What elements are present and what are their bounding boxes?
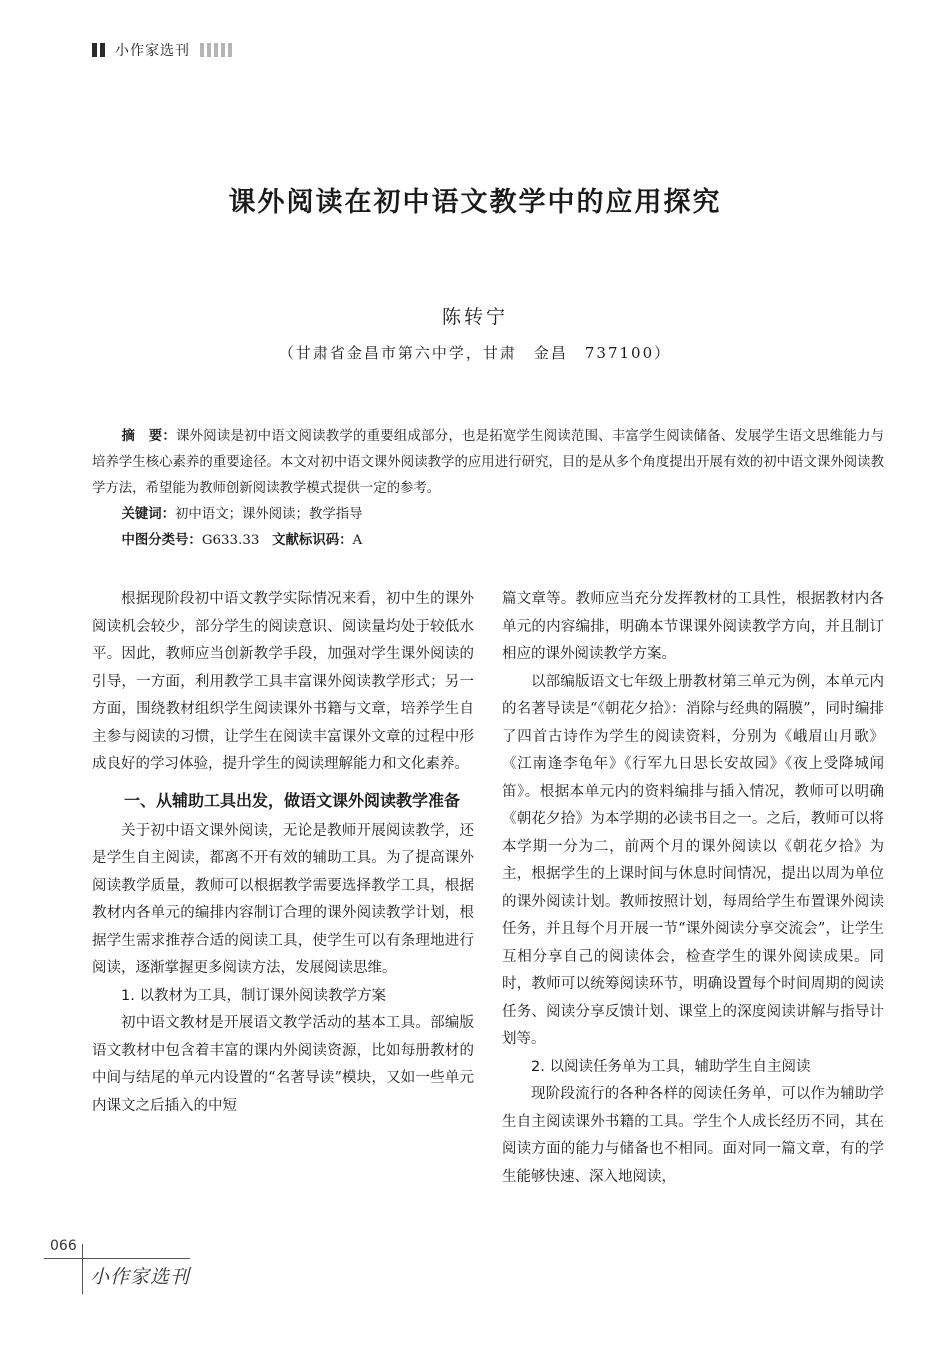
body-column-right [502, 586, 884, 1191]
abstract-text: 课外阅读是初中语文阅读教学的重要组成部分，也是拓宽学生阅读范围、丰富学生阅读储备、发展学生语文思维能力与培养学生核心素养的重要途径。本文对初中语文课外阅读教学的应用进行研究，目的是从多个角度提出开展有效的初中语文课外阅读教学方法，希望能为教师创新阅读教学模式提供一定的参考。 [92, 429, 884, 496]
page-footer [44, 1238, 194, 1298]
subsection-2-paragraph: 现阶段流行的各种各样的阅读任务单，可以作为辅助学生自主阅读课外书籍的工具。学生个人成长经历不同，其在阅读方面的能力与储备也不相同。面对同一篇文章，有的学生能够快速、深入地阅读， [502, 1086, 884, 1185]
keywords-line [92, 502, 884, 528]
header-bars-dark-icon [92, 43, 105, 57]
intro-paragraph: 根据现阶段初中语文教学实际情况来看，初中生的课外阅读机会较少，部分学生的阅读意识、阅读量均处于较低水平。因此，教师应当创新教学手段，加强对学生课外阅读的引导，一方面，利用教学工具丰富课外阅读教学形式；另一方面，围绕教材组织学生阅读课外书籍与文章，培养学生自主参与阅读的习惯，让学生在阅读丰富课外文章的过程中形成良好的学习体验，提升学生的阅读理解能力和文化素养。 [92, 591, 474, 772]
example-paragraph: 以部编版语文七年级上册教材第三单元为例，本单元内的名著导读是“《朝花夕拾》：消除与经典的隔膜”，同时编排了四首古诗作为学生的阅读资料，分别为《峨眉山月歌》《江南逢李龟年》《行军九日思长安故园》《夜上受降城闻笛》。根据本单元内的资料编排与插入情况，教师可以明确《朝花夕拾》为本学期的必读书目之一。之后，教师可以将本学期一分为二，前两个月的课外阅读以《朝花夕拾》为主，根据学生的上课时间与休息时间情况，提出以周为单位的课外阅读计划。教师按照计划，每周给学生布置课外阅读任务，并且每个月开展一节“课外阅读分享交流会”，让学生互相分享自己的阅读体会，检查学生的课外阅读成果。同时，教师可以统筹阅读环节，明确设置每个时间周期的阅读任务、阅读分享反馈计划、课堂上的深度阅读讲解与指导计划等。 [502, 673, 884, 1047]
running-header [92, 40, 232, 60]
author-affiliation: （甘肃省金昌市第六中学，甘肃 金昌 737100） [278, 344, 672, 362]
section-1-heading: 一、从辅助工具出发，做语文课外阅读教学准备 [124, 790, 461, 810]
subsection-2-heading: 2. 以阅读任务单为工具，辅助学生自主阅读 [531, 1058, 811, 1075]
author-name: 陈转宁 [441, 306, 508, 328]
clc-value: G633.33 [201, 533, 260, 548]
keywords-label: 关键词： [121, 507, 176, 522]
subsection-1-paragraph-continued: 篇文章等。教师应当充分发挥教材的工具性，根据教材内各单元的内容编排，明确本节课课外阅读教学方向，并且制订相应的课外阅读教学方案。 [502, 591, 884, 662]
subsection-1-paragraph-start: 初中语文教材是开展语文教学活动的基本工具。部编版语文教材中包含着丰富的课内外阅读资源，比如每册教材的中间与结尾的单元内设置的“名著导读”模块，又如一些单元内课文之后插入的中短 [92, 1015, 474, 1114]
body-column-left [92, 586, 474, 1120]
journal-name: 小作家选刊 [115, 43, 190, 59]
abstract-label: 摘 要： [121, 429, 176, 444]
section-1-paragraph: 关于初中语文课外阅读，无论是教师开展阅读教学，还是学生自主阅读，都离不开有效的辅助工具。为了提高课外阅读教学质量，教师可以根据教学需要选择教学工具，根据教材内各单元的编排内容制订合理的课外阅读教学计划，根据学生需求推荐合适的阅读工具，使学生可以有条理地进行阅读，逐渐掌握更多阅读方法，发展阅读思维。 [92, 822, 474, 976]
doc-code-label: 文献标识码： [272, 533, 353, 548]
article-title: 课外阅读在初中语文教学中的应用探究 [228, 187, 722, 218]
doc-code-value: A [352, 533, 363, 548]
abstract [92, 424, 884, 502]
page-number: 066 [50, 1238, 77, 1254]
footer-rule [44, 1258, 190, 1259]
keywords-text: 初中语文；课外阅读；教学指导 [175, 507, 363, 522]
footer-journal-logo: 小作家选刊 [90, 1266, 191, 1288]
classification-line [92, 528, 884, 554]
header-bars-light-icon [200, 43, 232, 57]
clc-label: 中图分类号： [121, 533, 202, 548]
subsection-1-heading: 1. 以教材为工具，制订课外阅读教学方案 [121, 987, 386, 1004]
abstract-block [92, 424, 884, 554]
footer-vertical-rule [82, 1244, 83, 1294]
